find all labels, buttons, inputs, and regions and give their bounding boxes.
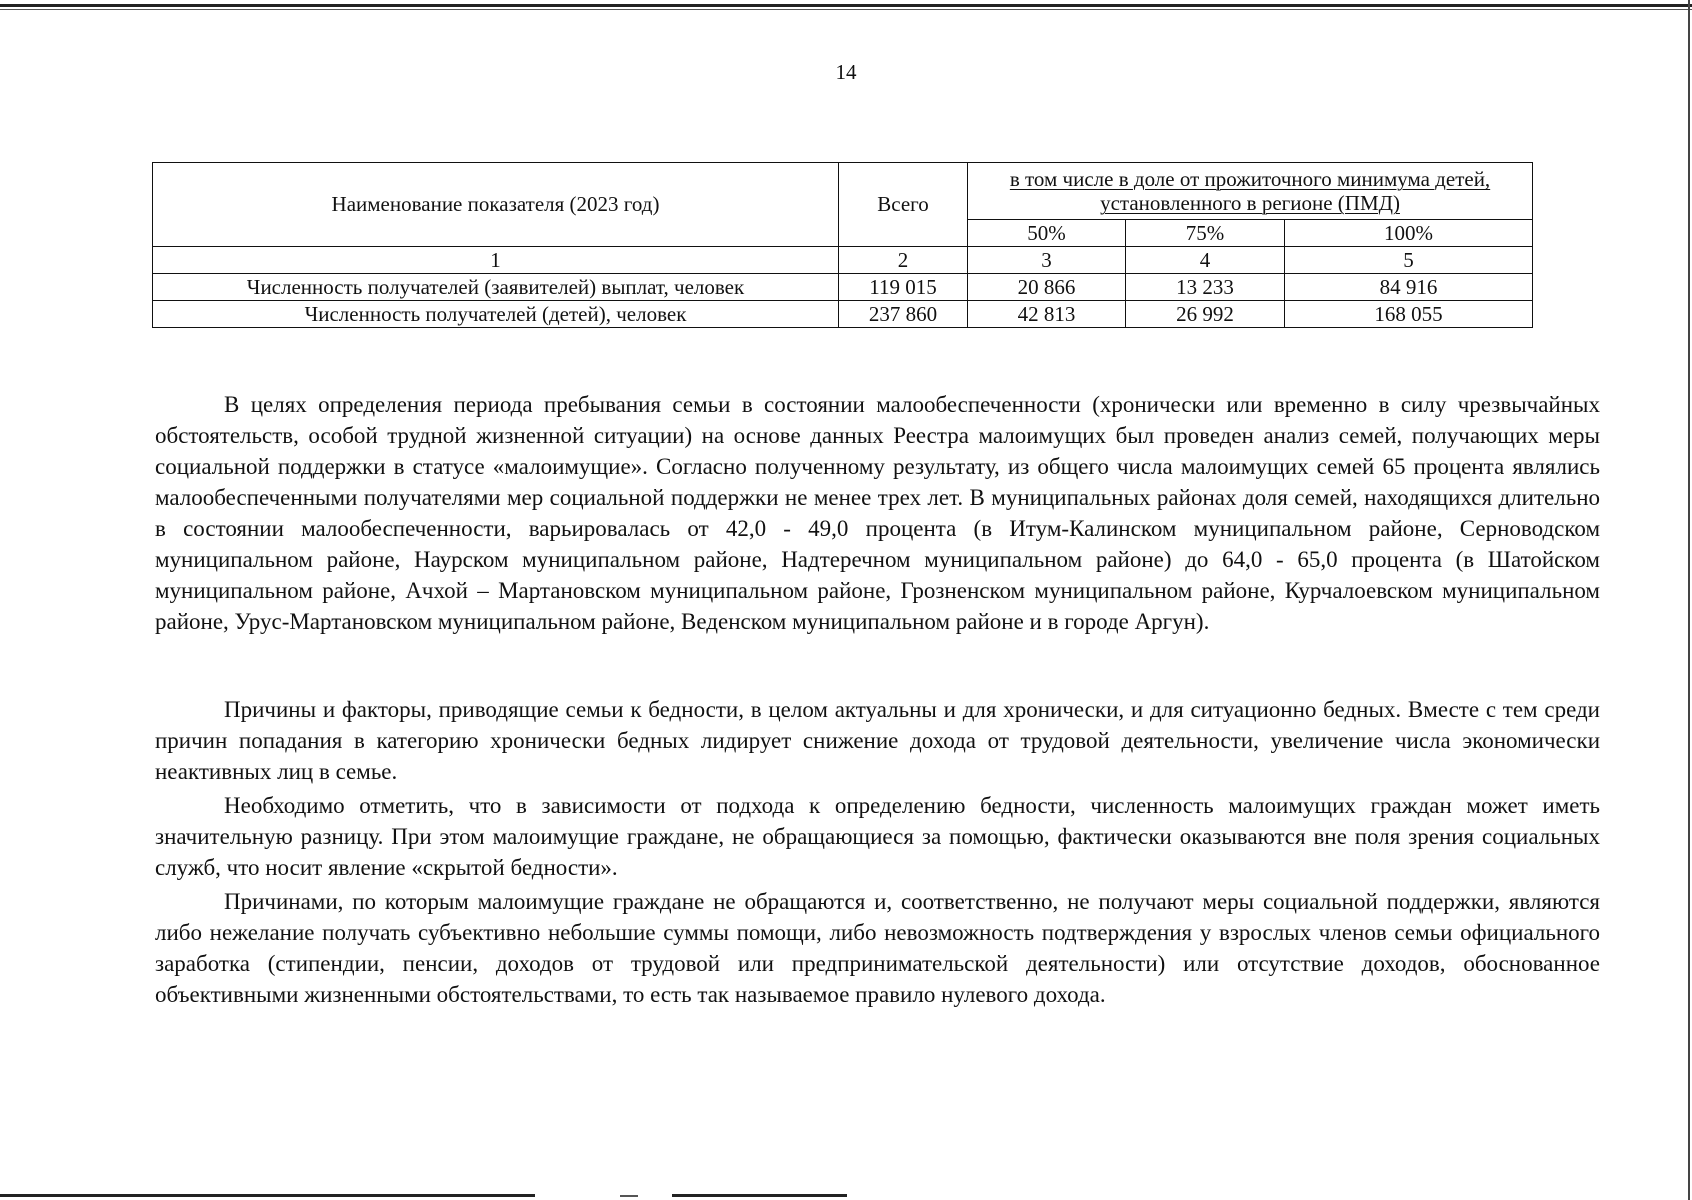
scan-bottom-rule-mid xyxy=(620,1195,638,1197)
column-number-2: 2 xyxy=(897,247,909,272)
table-row xyxy=(153,274,1533,301)
header-50-percent: 50% xyxy=(968,220,1126,247)
table-row xyxy=(153,301,1533,328)
column-number xyxy=(968,247,1126,274)
paragraph-poverty-period: В целях определения периода пребывания семьи в состоянии малообеспеченности (хронически или временно в силу чрезвычайных обстоятельств, особой трудной жизненной ситуации) на основе данных Реестра малоимущих был проведен анализ семей, получающих меры социальной поддержки в статусе «малоимущие». Согласно полученному результату, из общего числа малоимущих семей 65 процента являлись малообеспеченными получателями мер социальной поддержки не менее трех лет. В муниципальных районах доля семей, находящихся длительно в состоянии малообеспеченности, варьировалась от 42,0 - 49,0 процента (в Итум-Калинском муниципальном районе, Серноводском муниципальном районе, Наурском муниципальном районе, Надтеречном муниципальном районе) до 64,0 - 65,0 процента (в Шатойском муниципальном районе, Ачхой – Мартановском муниципальном районе, Грозненском муниципальном районе, Курчалоевском муниципальном районе, Урус-Мартановском муниципальном районе, Веденском муниципальном районе и в городе Аргун). xyxy=(155,392,1600,634)
paragraph-non-application-reasons: Причинами, по которым малоимущие граждане не обращаются и, соответственно, не получают меры социальной поддержки, являются либо нежелание получать субъективно небольшие суммы помощи, либо невозможность подтверждения у взрослых членов семьи официального заработка (стипендии, пенсии, доходов от трудовой или предпринимательской деятельности) или отсутствие доходов, обоснованное объективными жизненными обстоятельствами, то есть так называемое правило нулевого дохода. xyxy=(155,889,1600,1007)
row-value-75: 26 992 xyxy=(1126,301,1285,328)
scan-bottom-rule-right xyxy=(672,1194,847,1197)
column-number-4: 4 xyxy=(1199,247,1211,272)
row-indicator-name: Численность получателей (детей), человек xyxy=(153,301,839,328)
column-number-1: 1 xyxy=(490,247,501,272)
header-indicator-name: Наименование показателя (2023 год) xyxy=(153,163,839,247)
header-75-percent: 75% xyxy=(1126,220,1285,247)
paragraph-hidden-poverty: Необходимо отметить, что в зависимости от подхода к определению бедности, численность малоимущих граждан может иметь значительную разницу. При этом малоимущие граждане, не обращающиеся за помощью, фактически оказываются вне поля зрения социальных служб, что носит явление «скрытой бедности». xyxy=(155,793,1600,880)
scan-top-rule-thin xyxy=(0,9,1692,10)
row-value-50: 20 866 xyxy=(968,274,1126,301)
row-value-100: 168 055 xyxy=(1285,301,1533,328)
scan-top-rule xyxy=(0,4,1692,7)
column-number xyxy=(153,247,839,274)
header-100-percent: 100% xyxy=(1285,220,1533,247)
header-total: Всего xyxy=(839,163,968,247)
row-indicator-name: Численность получателей (заявителей) выплат, человек xyxy=(153,274,839,301)
row-value-100: 84 916 xyxy=(1285,274,1533,301)
row-value-75: 13 233 xyxy=(1126,274,1285,301)
scan-right-edge xyxy=(1688,0,1690,1200)
header-group-text: в том числе в доле от прожиточного минимума детей, установленного в регионе (ПМД) xyxy=(1009,166,1491,215)
header-group xyxy=(968,163,1533,220)
paragraph-poverty-causes: Причины и факторы, приводящие семьи к бедности, в целом актуальны и для хронически, и для ситуационно бедных. Вместе с тем среди причин попадания в категорию хронически бедных лидирует снижение дохода от трудовой деятельности, увеличение числа экономически неактивных лиц в семье. xyxy=(155,697,1600,784)
column-number-3: 3 xyxy=(1041,247,1052,272)
column-number-5: 5 xyxy=(1403,247,1414,272)
row-value-50: 42 813 xyxy=(968,301,1126,328)
row-total: 119 015 xyxy=(839,274,968,301)
row-total: 237 860 xyxy=(839,301,968,328)
page-number: 14 xyxy=(835,60,857,84)
scan-bottom-rule-left xyxy=(0,1194,535,1197)
column-numbers-row xyxy=(153,247,1533,274)
statistics-table xyxy=(152,162,1533,328)
column-number xyxy=(839,247,968,274)
column-number xyxy=(1285,247,1533,274)
column-number xyxy=(1126,247,1285,274)
